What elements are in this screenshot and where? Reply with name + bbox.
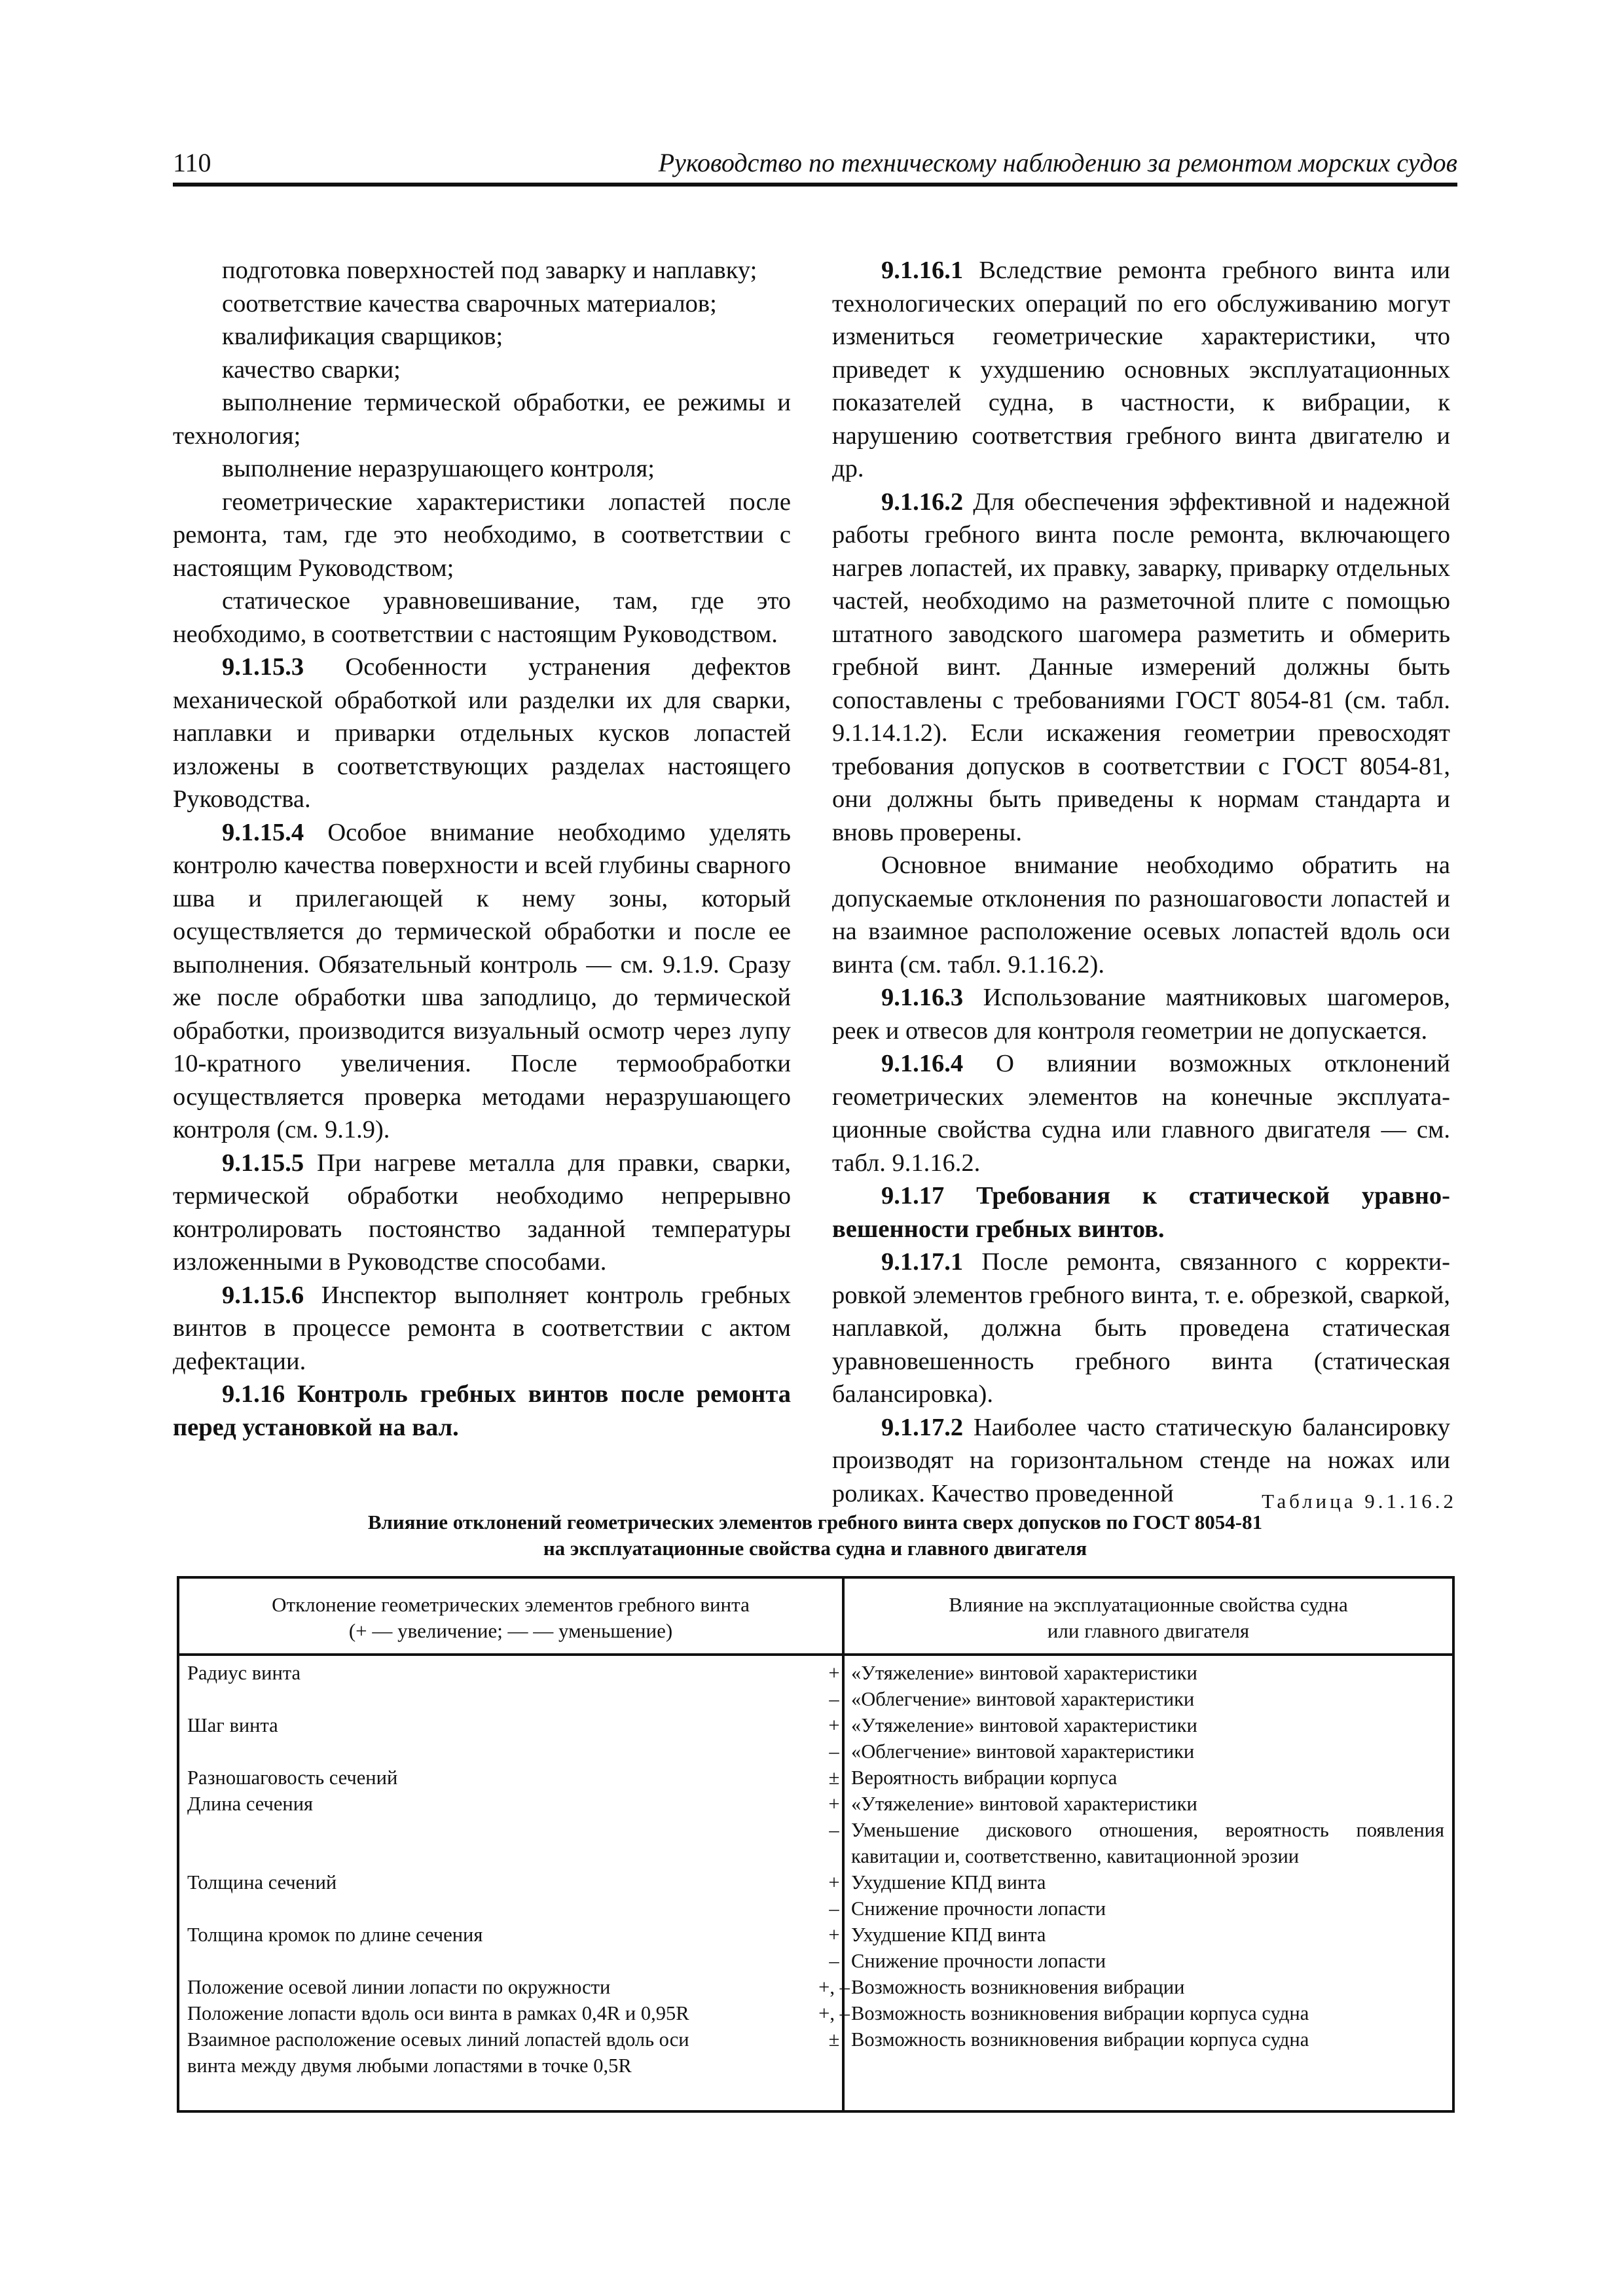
sign-cell: – bbox=[829, 1740, 839, 1763]
left-column bbox=[173, 254, 791, 1444]
section-heading-9-1-16 bbox=[173, 1378, 791, 1444]
sign-cell: +, – bbox=[818, 1976, 850, 1998]
clause-text: О влиянии возможных отклонений геометрических элементов на конечные эксплуатационные свойства судна или главного двигателя — см. табл. 9.1.16.2. bbox=[832, 1050, 1450, 1177]
effect-cell: «Утяжеление» винтовой характеристики bbox=[851, 1662, 1197, 1684]
effect-cell: Ухудшение КПД винта bbox=[851, 1871, 1046, 1893]
clause-number: 9.1.15.3 bbox=[222, 653, 304, 681]
sign-cell: – bbox=[829, 1819, 839, 1841]
clause-number: 9.1.16.4 bbox=[881, 1050, 964, 1077]
clause-text: После ремонта, связанного с корректировкой элементов гребного винта, т. е. обрезкой, сваркой, наплавкой, должна быть проведена статическая уравновешенность гребного винта (статическая балансировка). bbox=[832, 1248, 1450, 1408]
clause-number: 9.1.17.1 bbox=[881, 1248, 964, 1276]
list-item: статическое уравновешивание, там, где это необходимо, в соответствии с настоящим Руководством. bbox=[173, 587, 791, 648]
parameter-cell: Толщина сечений bbox=[187, 1871, 337, 1893]
list-item: выполнение термической обработки, ее режимы и технология; bbox=[173, 389, 791, 450]
clause-number: 9.1.15.6 bbox=[222, 1281, 304, 1309]
clause-text: Использование маятниковых шагомеров, реек и отвесов для контроля геометрии не допускается. bbox=[832, 984, 1450, 1045]
page-number: 110 bbox=[173, 148, 211, 177]
sign-cell: ± bbox=[828, 1767, 840, 1789]
list-item: геометрические характеристики лопастей после ремонта, там, где это необходимо, в соответствии с настоящим Руководством; bbox=[173, 488, 791, 582]
table-header-rule bbox=[177, 1653, 1455, 1656]
table-number: Таблица 9.1.16.2 bbox=[1262, 1490, 1457, 1513]
parameter-cell: Толщина кромок по длине сечения bbox=[187, 1924, 483, 1946]
parameter-cell: Положение лопасти вдоль оси винта в рамках 0,4R и 0,95R bbox=[187, 2002, 689, 2024]
paragraph-9-1-15-3 bbox=[173, 651, 791, 816]
list-item: подготовка поверхностей под заварку и наплавку; bbox=[222, 257, 757, 284]
effect-cell: «Облегчение» винтовой характеристики bbox=[851, 1688, 1195, 1710]
running-title: Руководство по техническому наблюдению за ремонтом морских судов bbox=[658, 148, 1457, 177]
sign-cell: + bbox=[828, 1793, 840, 1815]
header-line: Отклонение геометрических элементов гребного винта bbox=[272, 1593, 750, 1616]
clause-number: 9.1.15.4 bbox=[222, 818, 304, 846]
effect-cell: Возможность возникновения вибрации корпуса судна bbox=[851, 2002, 1309, 2024]
header-line: (+ — увеличение; — — уменьшение) bbox=[348, 1619, 673, 1642]
clause-number: 9.1.16.1 bbox=[881, 257, 964, 284]
header-line: Влияние на эксплуатационные свойства судна bbox=[949, 1593, 1348, 1616]
clause-number: 9.1.16.2 bbox=[881, 488, 964, 516]
section-heading-text: 9.1.16 Контроль гребных винтов после ремонта перед установкой на вал. bbox=[173, 1380, 791, 1441]
sign-cell: +, – bbox=[818, 2002, 850, 2024]
table-title-line: на эксплуатационные свойства судна и главного двигателя bbox=[543, 1537, 1087, 1560]
header-line: или главного двигателя bbox=[1047, 1619, 1250, 1642]
paragraph-9-1-15-6 bbox=[173, 1279, 791, 1378]
sign-cell: – bbox=[829, 1688, 839, 1710]
clause-text: Особенности устранения дефектов механической обработкой или разделки их для сварки, наплавки и приварки отдельных кусков лопастей изложены в соответствующих разделах настоящего Руководства. bbox=[173, 653, 791, 813]
list-item: соответствие качества сварочных материалов; bbox=[222, 289, 717, 317]
effect-cell: «Облегчение» винтовой характеристики bbox=[851, 1740, 1195, 1763]
clause-text: При нагреве металла для правки, сварки, термической обработки необходимо непрерывно контролировать постоянство заданной температуры изложенными в Руководстве способами. bbox=[173, 1149, 791, 1276]
paragraph-main-attention: Основное внимание необходимо обратить на допускаемые отклонения по разношаговости лопастей и на взаимное расположение осевых лопастей вдоль оси винта (см. табл. 9.1.16.2). bbox=[832, 852, 1450, 978]
clause-text: Вследствие ремонта гребного винта или технологических операций по его обслуживанию могут измениться геометрические характеристики, что приведет к ухудшению основных эксплуатационных показателей судна, в частности, к вибрации, к нарушению соответствия гребного винта двигателю и др. bbox=[832, 257, 1450, 482]
parameter-cell: Разношаговость сечений bbox=[187, 1767, 398, 1789]
parameter-cell: Длина сечения bbox=[187, 1793, 314, 1815]
effect-cell: Уменьшение дискового отношения, вероятность появления кавитации и, соответственно, кавитационной эрозии bbox=[851, 1819, 1444, 1867]
clause-text: Наиболее часто статическую балансировку производят на горизонтальном стенде на ножах или роликах. Качество проведенной bbox=[832, 1413, 1450, 1507]
table-title bbox=[173, 1509, 1457, 1562]
paragraph-9-1-17-1 bbox=[832, 1246, 1450, 1411]
paragraph-9-1-16-2 bbox=[832, 486, 1450, 850]
header-rule bbox=[173, 183, 1457, 187]
clause-text: Инспектор выполняет контроль гребных винтов в процессе ремонта в соответствии с актом дефектации. bbox=[173, 1281, 791, 1375]
sign-cell: + bbox=[828, 1871, 840, 1893]
sign-cell: ± bbox=[828, 2028, 840, 2051]
paragraph-9-1-16-4 bbox=[832, 1047, 1450, 1179]
table-header-left bbox=[179, 1592, 842, 1644]
sign-cell: – bbox=[829, 1950, 839, 1972]
clause-number: 9.1.17.2 bbox=[881, 1413, 964, 1441]
list-item: выполнение неразрушающего контроля; bbox=[222, 455, 655, 482]
paragraph-9-1-16-3 bbox=[832, 981, 1450, 1047]
paragraph-9-1-16-1 bbox=[832, 254, 1450, 486]
effect-cell: «Утяжеление» винтовой характеристики bbox=[851, 1793, 1197, 1815]
page-header bbox=[173, 145, 1457, 182]
effect-cell: Снижение прочности лопасти bbox=[851, 1897, 1106, 1920]
effect-cell: Вероятность вибрации корпуса bbox=[851, 1767, 1118, 1789]
effect-cell: Возможность возникновения вибрации корпуса судна bbox=[851, 2028, 1309, 2051]
clause-text: Особое внимание необходимо уделять контролю качества поверхности и всей глубины сварного шва и прилегающей к нему зоны, который осуществляется до термической обработки и после ее выполнения. Обязательный контроль — см. 9.1.9. Сразу же после обработки шва заподлицо, до термической обработки, производится визуальный осмотр через лупу 10-кратного увеличения. После термообработки осуществляется проверка методами неразрушающего контроля (см. 9.1.9). bbox=[173, 818, 791, 1143]
effect-cell: Возможность возникновения вибрации bbox=[851, 1976, 1185, 1998]
sign-cell: + bbox=[828, 1924, 840, 1946]
parameter-cell: Радиус винта bbox=[187, 1662, 301, 1684]
sign-cell: + bbox=[828, 1662, 840, 1684]
list-item: качество сварки; bbox=[222, 355, 401, 384]
sign-cell: – bbox=[829, 1897, 839, 1920]
clause-text: Для обеспечения эффективной и надежной работы гребного винта после ремонта, включающего нагрев лопастей, их правку, заварку, приварку отдельных частей, необходимо на разметочной плите с помощью штатного заводского шагомера разметить и обмерить гребной винт. Данные измерений должны быть сопоставлены с требованиями ГОСТ 8054-81 (см. табл. 9.1.14.1.2). Если искажения геометрии превосходят требования допусков в соответствии с ГОСТ 8054-81, они должны быть приведены к нормам стандарта и вновь проверены. bbox=[832, 488, 1450, 846]
list-item: квалификация сварщиков; bbox=[222, 323, 503, 350]
parameter-cell: Положение осевой линии лопасти по окружности bbox=[187, 1976, 611, 1998]
paragraph-9-1-15-5 bbox=[173, 1147, 791, 1279]
parameter-cell: Взаимное расположение осевых линий лопастей вдоль оси винта между двумя любыми лопастями в точке 0,5R bbox=[187, 2028, 689, 2077]
sign-cell: + bbox=[828, 1714, 840, 1736]
effect-cell: Снижение прочности лопасти bbox=[851, 1950, 1106, 1972]
section-heading-9-1-17 bbox=[832, 1179, 1450, 1246]
effect-cell: «Утяжеление» винтовой характеристики bbox=[851, 1714, 1197, 1736]
parameter-cell: Шаг винта bbox=[187, 1714, 278, 1736]
table-title-line: Влияние отклонений геометрических элементов гребного винта сверх допусков по ГОСТ 8054-81 bbox=[367, 1511, 1263, 1534]
section-heading-text: 9.1.17 Требования к статической уравновешенности гребных винтов. bbox=[832, 1182, 1450, 1243]
clause-number: 9.1.16.3 bbox=[881, 984, 964, 1011]
paragraph-9-1-15-4 bbox=[173, 816, 791, 1147]
table-header-right bbox=[845, 1592, 1452, 1644]
right-column bbox=[832, 254, 1450, 1510]
effect-cell: Ухудшение КПД винта bbox=[851, 1924, 1046, 1946]
clause-number: 9.1.15.5 bbox=[222, 1149, 304, 1177]
